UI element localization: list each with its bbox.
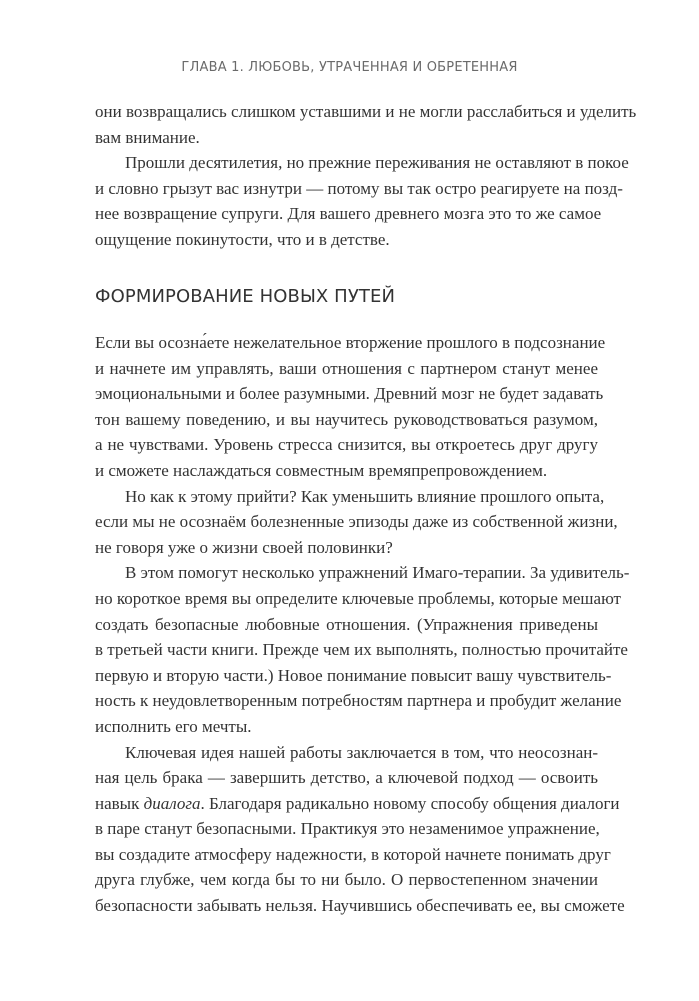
text-line: не говоря уже о жизни своей половинки? [95,537,393,557]
text-line: нее возвращение супруги. Для вашего древнего мозга это то же самое [95,204,602,224]
text-line-with-italic [95,791,620,817]
text-line: ность к неудовлетворенным потребностям партнера и пробудит желание [95,691,622,711]
text-segment: . Благодаря радикально новому способу общения диалоги [200,793,620,813]
text-line: вы создадите атмосферу надежности, в которой начнете понимать друг [95,844,611,864]
text-line: безопасности забывать нельзя. Научившись обеспечивать ее, вы сможете [95,896,625,916]
italic-term: диалога [143,793,201,813]
text-segment: навык [95,793,144,813]
text-line: вам внимание. [95,127,200,147]
text-line: а не чувствами. Уровень стресса снизится, вы откроетесь друг другу [95,435,598,455]
text-line: первую и вторую части.) Новое понимание повысит вашу чувствитель- [95,665,612,685]
text-line: тон вашему поведению, и вы научитесь руководствоваться разумом, [95,409,598,429]
text-line: но короткое время вы определите ключевые проблемы, которые мешают [95,588,621,608]
text-line: друга глубже, чем когда бы то ни было. О первостепенном значении [95,870,598,890]
text-line: создать безопасные любовные отношения. (Упражнения приведены [95,614,598,634]
text-line: и словно грызут вас изнутри — потому вы так остро реагируете на позд- [95,178,623,198]
running-head: ГЛАВА 1. ЛЮБОВЬ, УТРАЧЕННАЯ И ОБРЕТЕННАЯ [181,60,518,75]
text-line: в третьей части книги. Прежде чем их выполнять, полностью прочитайте [95,640,628,660]
text-line: в паре станут безопасными. Практикуя это незаменимое упражнение, [95,819,600,839]
text-line: Прошли десятилетия, но прежние переживания не оставляют в покое [125,153,629,173]
text-line: Но как к этому прийти? Как уменьшить влияние прошлого опыта, [125,486,605,506]
text-line: и начнете им управлять, ваши отношения с партнером станут менее [95,358,598,378]
section-heading: ФОРМИРОВАНИЕ НОВЫХ ПУТЕЙ [95,286,396,307]
text-line: Если вы осозна́ете нежелательное вторжение прошлого в подсознание [95,333,606,352]
text-line: исполнить его мечты. [95,716,252,736]
text-line: если мы не осознаём болезненные эпизоды даже из собственной жизни, [95,512,618,532]
text-block-1 [95,99,637,253]
text-block-2 [95,330,630,919]
text-line: ощущение покинутости, что и в детстве. [95,229,390,249]
text-line: они возвращались слишком уставшими и не могли расслабиться и уделить [95,102,637,121]
text-line: эмоциональными и более разумными. Древний мозг не будет задавать [95,384,604,404]
text-line: Ключевая идея нашей работы заключается в том, что неосознан- [125,742,598,762]
text-line: и сможете наслаждаться совместным времяпрепровождением. [95,460,548,480]
text-line: В этом помогут несколько упражнений Имаго-терапии. За удивитель- [125,563,630,583]
text-line: ная цель брака — завершить детство, а ключевой подход — освоить [95,768,598,788]
